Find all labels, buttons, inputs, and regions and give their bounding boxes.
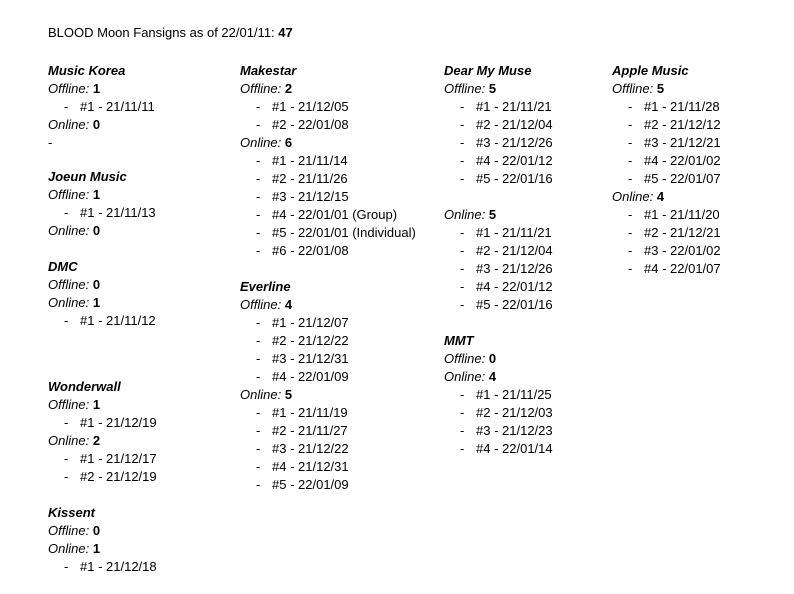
online-label: Online:	[48, 541, 90, 556]
date-item: - #2 - 21/12/21	[628, 224, 794, 242]
vendor-name: Everline	[240, 279, 291, 294]
offline-line	[48, 276, 238, 294]
online-date-list	[256, 404, 430, 494]
vendor-block	[444, 332, 634, 458]
offline-line	[444, 80, 634, 98]
vendor-block	[48, 62, 238, 152]
online-count: 4	[488, 369, 497, 384]
online-count: 4	[656, 189, 665, 204]
column-4	[612, 62, 794, 296]
date-item: - #1 - 21/11/28	[628, 98, 794, 116]
offline-line	[612, 80, 794, 98]
offline-date-list	[256, 314, 430, 386]
online-line	[48, 540, 238, 558]
date-item: - #2 - 21/12/22	[256, 332, 430, 350]
vendor-name: Wonderwall	[48, 379, 121, 394]
offline-count: 1	[92, 397, 101, 412]
vendor-name: Kissent	[48, 505, 95, 520]
date-item: - #1 - 21/11/11	[64, 98, 238, 116]
date-item: - #2 - 21/12/04	[460, 116, 634, 134]
offline-line	[240, 296, 430, 314]
online-line	[48, 432, 238, 450]
date-item: - #1 - 21/11/20	[628, 206, 794, 224]
date-item: - #3 - 21/12/31	[256, 350, 430, 368]
date-item: - #4 - 22/01/12	[460, 152, 634, 170]
offline-date-list	[64, 98, 238, 116]
vendor-name: Makestar	[240, 63, 297, 78]
online-label: Online:	[48, 223, 90, 238]
online-date-list	[460, 224, 634, 314]
date-item: - #2 - 21/12/03	[460, 404, 634, 422]
online-line	[444, 368, 634, 386]
date-item: - #2 - 22/01/08	[256, 116, 430, 134]
online-label: Online:	[48, 295, 90, 310]
date-item: - #5 - 22/01/07	[628, 170, 794, 188]
offline-count: 0	[488, 351, 497, 366]
date-item: - #2 - 21/12/19	[64, 468, 238, 486]
online-line	[240, 134, 430, 152]
online-line	[444, 206, 634, 224]
vendor-block	[48, 378, 238, 486]
vendor-name: Dear My Muse	[444, 63, 532, 78]
offline-line	[444, 350, 634, 368]
date-item: - #1 - 21/11/25	[460, 386, 634, 404]
offline-label: Offline:	[444, 351, 486, 366]
offline-label: Offline:	[48, 81, 90, 96]
date-item: - #4 - 22/01/14	[460, 440, 634, 458]
online-label: Online:	[240, 135, 282, 150]
vendor-block	[240, 278, 430, 494]
vendor-name: Apple Music	[612, 63, 689, 78]
offline-line	[240, 80, 430, 98]
date-item: - #5 - 22/01/01 (Individual)	[256, 224, 430, 242]
online-count: 5	[284, 387, 293, 402]
online-count: 0	[92, 117, 101, 132]
vendor-block	[48, 168, 238, 240]
online-line	[48, 222, 238, 240]
date-item: - #4 - 22/01/02	[628, 152, 794, 170]
date-item: - #4 - 22/01/12	[460, 278, 634, 296]
date-item: - #1 - 21/11/21	[460, 98, 634, 116]
column-1	[48, 62, 238, 594]
vendor-block	[240, 62, 430, 260]
offline-label: Offline:	[48, 187, 90, 202]
column-3	[444, 62, 634, 476]
offline-count: 4	[284, 297, 293, 312]
offline-label: Offline:	[48, 523, 90, 538]
date-item: - #3 - 21/12/23	[460, 422, 634, 440]
online-line	[240, 386, 430, 404]
offline-date-list	[64, 414, 238, 432]
date-item: - #1 - 21/12/07	[256, 314, 430, 332]
offline-date-list	[64, 204, 238, 222]
date-item: - #3 - 22/01/02	[628, 242, 794, 260]
online-line	[48, 294, 238, 312]
online-line	[612, 188, 794, 206]
offline-label: Offline:	[48, 397, 90, 412]
offline-count: 1	[92, 81, 101, 96]
offline-count: 0	[92, 277, 101, 292]
date-item: - #3 - 21/12/15	[256, 188, 430, 206]
date-item: - #3 - 21/12/22	[256, 440, 430, 458]
online-date-list	[64, 558, 238, 576]
offline-date-list	[460, 98, 634, 188]
date-item: - #4 - 22/01/07	[628, 260, 794, 278]
vendor-block	[48, 504, 238, 576]
offline-date-list	[628, 98, 794, 188]
vendor-name: Music Korea	[48, 63, 126, 78]
date-item: - #6 - 22/01/08	[256, 242, 430, 260]
date-item: - #1 - 21/12/19	[64, 414, 238, 432]
online-label: Online:	[612, 189, 654, 204]
date-item: - #3 - 21/12/26	[460, 134, 634, 152]
date-item: - #2 - 21/11/27	[256, 422, 430, 440]
date-item: - #2 - 21/12/12	[628, 116, 794, 134]
vendor-block	[612, 62, 794, 278]
date-item: - #2 - 21/11/26	[256, 170, 430, 188]
online-count: 0	[92, 223, 101, 238]
offline-count: 5	[488, 81, 497, 96]
online-label: Online:	[48, 117, 90, 132]
offline-line	[48, 186, 238, 204]
date-item: - #1 - 21/11/14	[256, 152, 430, 170]
column-2	[240, 62, 430, 512]
date-item: - #4 - 22/01/01 (Group)	[256, 206, 430, 224]
date-item: - #1 - 21/12/05	[256, 98, 430, 116]
date-item: - #1 - 21/11/19	[256, 404, 430, 422]
vendor-name: Joeun Music	[48, 169, 127, 184]
online-count: 1	[92, 541, 101, 556]
extra-dash: -	[48, 135, 53, 150]
date-item: - #1 - 21/12/17	[64, 450, 238, 468]
online-label: Online:	[444, 369, 486, 384]
online-label: Online:	[240, 387, 282, 402]
offline-count: 5	[656, 81, 665, 96]
offline-line	[48, 396, 238, 414]
online-date-list	[64, 312, 238, 330]
offline-label: Offline:	[612, 81, 654, 96]
offline-count: 0	[92, 523, 101, 538]
date-item: - #4 - 22/01/09	[256, 368, 430, 386]
date-item: - #1 - 21/11/12	[64, 312, 238, 330]
offline-date-list	[256, 98, 430, 134]
offline-label: Offline:	[240, 297, 282, 312]
date-item: - #5 - 22/01/09	[256, 476, 430, 494]
online-count: 1	[92, 295, 101, 310]
date-item: - #1 - 21/11/21	[460, 224, 634, 242]
online-date-list	[256, 152, 430, 260]
page-title	[48, 25, 293, 41]
online-date-list	[460, 386, 634, 458]
online-line	[48, 116, 238, 134]
offline-label: Offline:	[240, 81, 282, 96]
offline-count: 1	[92, 187, 101, 202]
date-item: - #3 - 21/12/21	[628, 134, 794, 152]
date-item: - #4 - 21/12/31	[256, 458, 430, 476]
vendor-block	[444, 62, 634, 314]
online-label: Online:	[444, 207, 486, 222]
date-item: - #1 - 21/11/13	[64, 204, 238, 222]
date-item: - #3 - 21/12/26	[460, 260, 634, 278]
online-count: 6	[284, 135, 293, 150]
offline-label: Offline:	[48, 277, 90, 292]
offline-line	[48, 522, 238, 540]
date-item: - #5 - 22/01/16	[460, 170, 634, 188]
title-text: BLOOD Moon Fansigns as of 22/01/11:	[48, 25, 275, 40]
online-count: 2	[92, 433, 101, 448]
date-item: - #5 - 22/01/16	[460, 296, 634, 314]
online-label: Online:	[48, 433, 90, 448]
date-item: - #2 - 21/12/04	[460, 242, 634, 260]
offline-count: 2	[284, 81, 293, 96]
title-total: 47	[278, 25, 293, 40]
online-date-list	[64, 450, 238, 486]
online-date-list	[628, 206, 794, 278]
online-count: 5	[488, 207, 497, 222]
date-item: - #1 - 21/12/18	[64, 558, 238, 576]
vendor-block	[48, 258, 238, 330]
offline-line	[48, 80, 238, 98]
vendor-name: MMT	[444, 333, 474, 348]
offline-label: Offline:	[444, 81, 486, 96]
vendor-name: DMC	[48, 259, 78, 274]
